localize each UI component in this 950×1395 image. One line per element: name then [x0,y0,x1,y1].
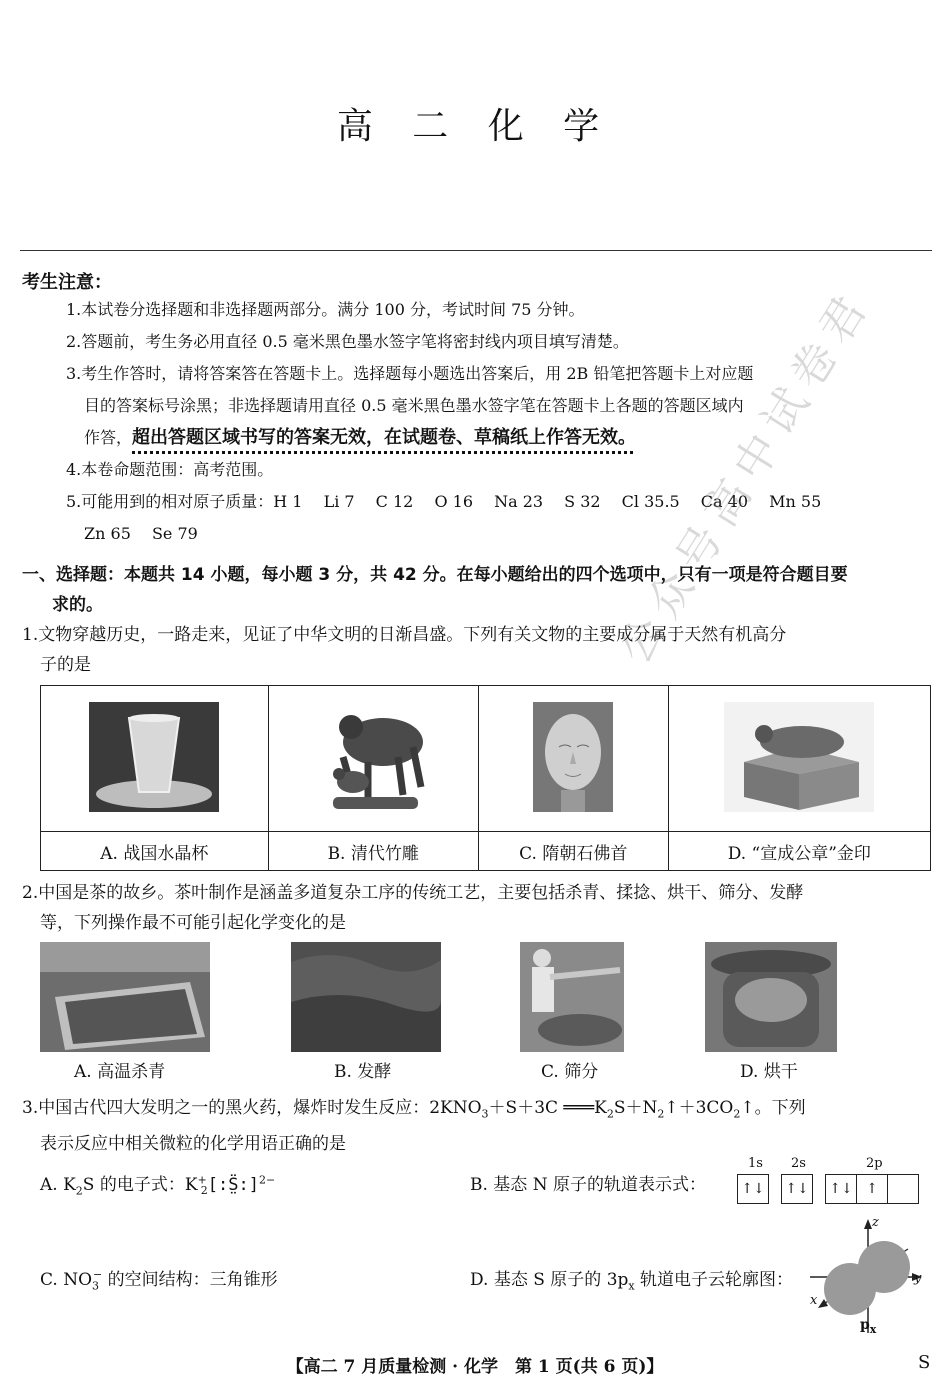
superscript: 2− [258,1173,276,1187]
axis-label: y [914,1271,922,1286]
subscript: 2 [606,1107,614,1121]
question-2 [22,878,934,938]
notice-heading: 考生注意： [22,272,112,293]
notice-item: 4.本卷命题范围：高考范围。 [66,460,274,479]
section-heading-line: 一、选择题：本题共 14 小题，每小题 3 分，共 42 分。在每小题给出的四个选项中，只有一项是符合题目要 [22,565,848,585]
subscript: 2 [200,1184,208,1198]
option-c: C. 筛分 [541,1062,599,1082]
orbital-box: ↑ [857,1174,888,1204]
section-heading-line: 求的。 [52,595,103,615]
page-footer: 【高二 7 月质量检测 · 化学 第 1 页(共 6 页)】 [286,1357,664,1377]
notice-item: 作答， [84,428,133,447]
orbital-box [888,1174,919,1204]
option-d [470,1265,793,1292]
artifact-cell [268,686,478,832]
text-run: 3.中国古代四大发明之一的黑火药，爆炸时发生反应：2KNO [22,1098,482,1118]
tea-drying-photo [705,942,837,1052]
question-text: 子的是 [40,655,91,675]
orbital-label [860,1317,876,1336]
artifact-cell [41,686,269,832]
option-a: A. 高温杀青 [74,1062,166,1082]
question-text: 2.中国是茶的故乡。茶叶制作是涵盖多道复杂工序的传统工艺，主要包括杀青、揉捻、烘干、筛分、发酵 [22,883,804,903]
notice-item: 1.本试卷分选择题和非选择题两部分。满分 100 分，考试时间 75 分钟。 [66,300,585,319]
option-a [40,1170,275,1197]
page-title: 高 二 化 学 [336,106,614,147]
orbital-box: ↑↓ [825,1174,857,1204]
notice-item: 目的答案标号涂黑；非选择题请用直径 0.5 毫米黑色墨水签字笔在答题卡上各题的答题区域内 [84,396,744,415]
subscript: 3 [92,1279,100,1293]
text-run: ＋S＋3C ═══K [488,1098,607,1118]
notice-emphasis: 超出答题区域书写的答案无效，在试题卷、草稿纸上作答无效。 [132,427,637,448]
watermark-seal: 公众号高中试卷君 [609,279,882,673]
orbital-box: ↑↓ [737,1174,769,1204]
option-b: B. 清代竹雕 [268,832,478,871]
notice-item: 3.考生作答时，请将答案答在答题卡上。选择题每小题选出答案后，用 2B 铅笔把答题卡上对应题 [66,364,754,383]
text-run: ↑＋3CO [664,1098,734,1118]
axis-label: x [810,1293,818,1308]
tea-sieving-photo [520,942,624,1052]
artifact-table [40,685,931,871]
question-text [22,1093,934,1129]
orbital-label: 2p [866,1156,883,1171]
crystal-cup-photo [89,702,219,812]
electron-dot-formula: [:S̤̈:] [207,1175,259,1195]
option-c: C. 隋朝石佛首 [478,832,668,871]
subscript: x [628,1279,635,1293]
question-text: 1.文物穿越历史，一路走来，见证了中华文明的日渐昌盛。下列有关文物的主要成分属于天然有机高分 [22,625,787,645]
text-run: S 的电子式：K [82,1175,198,1195]
text-run: D. 基态 S 原子的 3p [470,1270,629,1290]
axis-label: z [872,1215,879,1230]
superscript: + [197,1173,207,1187]
orbital-diagram [737,1174,919,1204]
stone-buddha-photo [533,702,613,812]
option-c [40,1265,278,1292]
text-run: C. NO [40,1270,93,1290]
divider [20,250,932,251]
notice-item: 2.答题前，考生务必用直径 0.5 毫米黑色墨水签字笔将密封线内项目填写清楚。 [66,332,629,351]
option-b: B. 发酵 [334,1062,392,1082]
artifact-cell [478,686,668,832]
superscript: − [93,1268,103,1282]
question-text: 表示反应中相关微粒的化学用语正确的是 [40,1134,346,1155]
gold-seal-photo [724,702,874,812]
corner-mark: S [918,1352,931,1373]
subscript: 3 [481,1107,489,1121]
orbital-label: 2s [791,1156,806,1171]
subscript: x [869,1322,877,1336]
orbital-box: ↑↓ [781,1174,813,1204]
notice-item: Zn 65 Se 79 [84,524,198,543]
text-run: S＋N [613,1098,658,1118]
option-b: B. 基态 N 原子的轨道表示式： [470,1175,706,1195]
question-text: 等，下列操作最不可能引起化学变化的是 [40,913,346,933]
text-run: ↑。下列 [740,1098,806,1118]
tea-fermenting-photo [291,942,441,1052]
subscript: 2 [75,1184,83,1198]
subscript: 2 [733,1107,741,1121]
option-a: A. 战国水晶杯 [41,832,269,871]
notice-item: 5.可能用到的相对原子质量：H 1 Li 7 C 12 O 16 Na 23 S 32 Cl 35.5 Ca 40 Mn 55 [66,492,822,511]
text-run: A. K [40,1175,76,1195]
text-run: p [860,1317,870,1333]
question-1 [22,620,934,680]
text-run: 轨道电子云轮廓图： [634,1270,794,1290]
orbital-label: 1s [748,1156,763,1171]
subscript: 2 [657,1107,665,1121]
option-d: D. 烘干 [740,1062,798,1082]
artifact-cell [668,686,930,832]
bamboo-carving-photo [313,697,433,817]
p-orbital-diagram [808,1215,928,1335]
section-heading [22,560,934,620]
question-3 [22,1093,934,1159]
tea-fixing-photo [40,942,210,1052]
text-run: 的空间结构：三角锥形 [102,1270,278,1290]
option-d: D. “宣成公章”金印 [668,832,930,871]
